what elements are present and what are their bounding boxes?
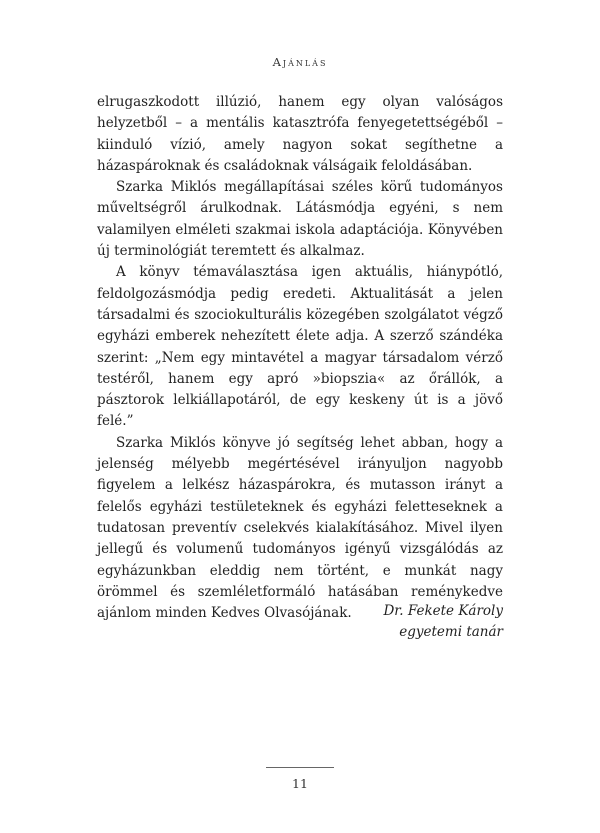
body-text xyxy=(97,92,503,624)
signature-name: Dr. Fekete Károly xyxy=(383,603,503,619)
running-title: Ajánlás xyxy=(272,55,328,69)
paragraph-2: Szarka Miklós megállapításai széles körű tudományos műveltségről árulkodnak. Látásmódja egyéni, s nem valamilyen elméleti szakmai iskola adaptációja. Könyvében új terminológiát teremtett és alkalmaz. xyxy=(97,179,503,260)
page-number: 11 xyxy=(292,776,308,791)
signature-block xyxy=(383,601,503,644)
paragraph-3: A könyv témaválasztása igen aktuális, hiánypótló, feldolgozásmódja pedig eredeti. Aktualitását a jelen társadalmi és szociokulturális közegében szolgálatot végző egyházi emberek nehezített élete adja. A szerző szándéka szerint: „Nem egy mintavétel a magyar társadalom vérző testéről, hanem egy apró »biopszia« az őrállók, a pásztorok lelkiállapotáról, de egy keskeny út is a jövő felé.” xyxy=(97,264,503,430)
paragraph-1: elrugaszkodott illúzió, hanem egy olyan valóságos helyzetből – a mentális katasztrófa fenyegetettségéből – kiinduló vízió, amely nagyon sokat segíthetne a házaspároknak és családoknak válságaik feloldásában. xyxy=(97,94,503,174)
signature-title: egyetemi tanár xyxy=(399,624,503,641)
footer-divider xyxy=(266,767,334,768)
paragraph-4: Szarka Miklós könyve jó segítség lehet abban, hogy a jelenség mélyebb megértésével irányuljon nagyobb figyelem a lelkész házaspárokra, és mutasson irányt a felelős egyházi testületeknek és egyházi feletteseknek a tudatosan preventív cselekvés kialakításához. Mivel ilyen jellegű és volumenű tudományos igényű vizsgálódás az egyházunkban eleddig nem történt, e munkát nagy örömmel és szemléletformáló hatásában reménykedve ajánlom minden Kedves Olvasójának. xyxy=(97,434,503,622)
